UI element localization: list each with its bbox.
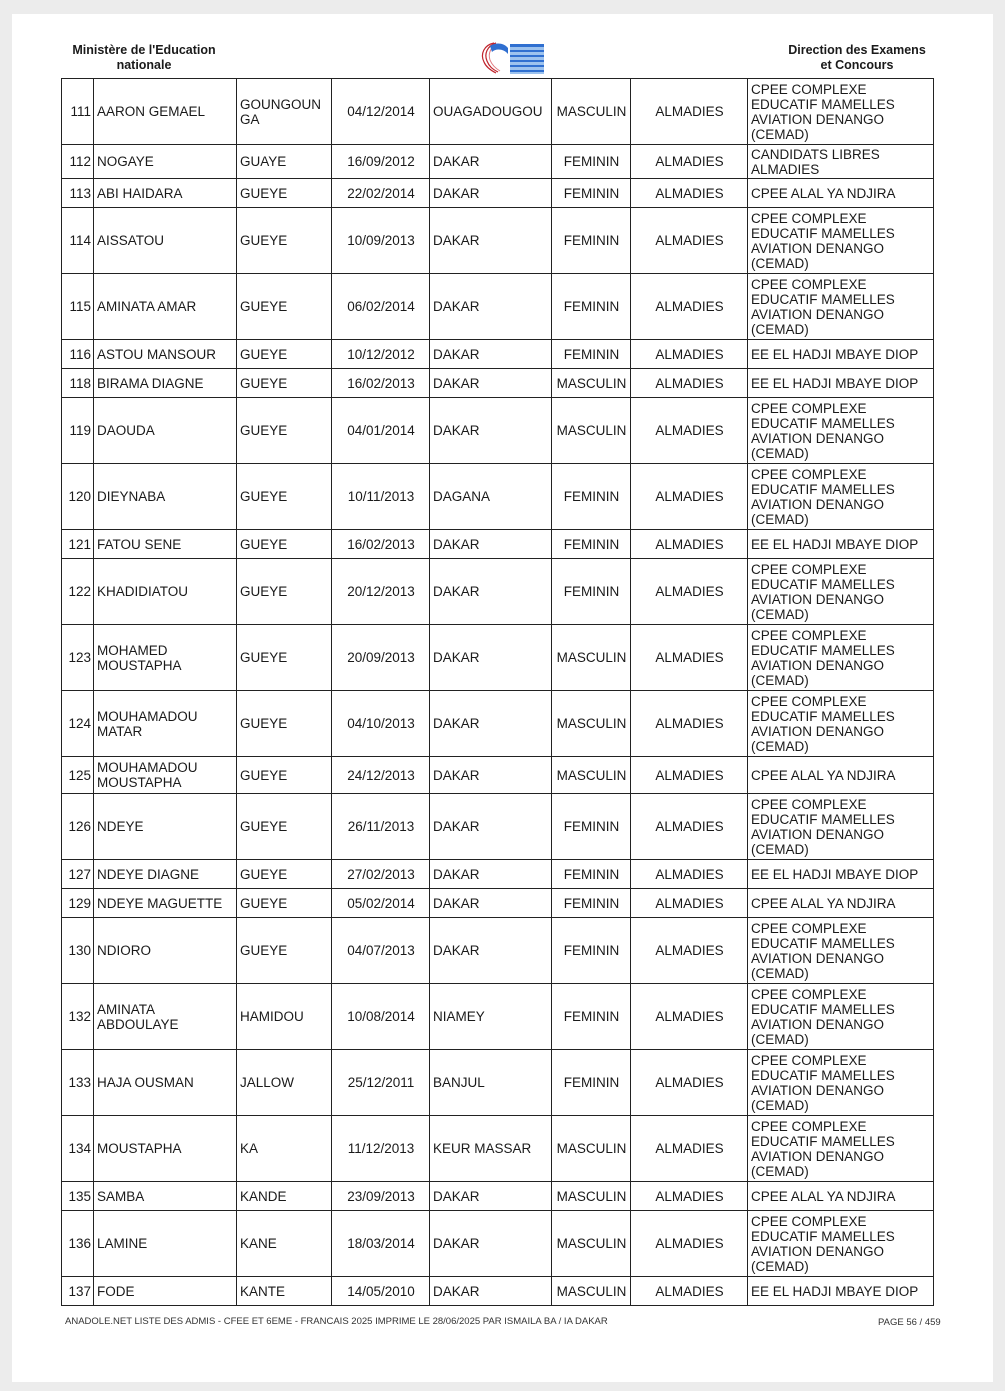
cell-school: EE EL HADJI MBAYE DIOP — [748, 530, 934, 559]
cell-sex: MASCULIN — [552, 757, 631, 794]
cell-sex: FEMININ — [552, 530, 631, 559]
cell-center: ALMADIES — [631, 340, 748, 369]
cell-last-name: JALLOW — [237, 1050, 332, 1116]
cell-sex: FEMININ — [552, 464, 631, 530]
cell-birth-place: BANJUL — [430, 1050, 552, 1116]
table-row — [62, 1050, 934, 1116]
cell-last-name: GUEYE — [237, 369, 332, 398]
cell-center: ALMADIES — [631, 79, 748, 145]
cell-school: CPEE COMPLEXE EDUCATIF MAMELLES AVIATION DENANGO (CEMAD) — [748, 1211, 934, 1277]
cell-birth-place: DAKAR — [430, 691, 552, 757]
table-row — [62, 625, 934, 691]
cell-last-name: GUEYE — [237, 274, 332, 340]
cell-birth-date: 24/12/2013 — [332, 757, 430, 794]
cell-sex: MASCULIN — [552, 625, 631, 691]
cell-center: ALMADIES — [631, 794, 748, 860]
cell-last-name: GUEYE — [237, 340, 332, 369]
cell-last-name: GUEYE — [237, 398, 332, 464]
cell-school: CPEE ALAL YA NDJIRA — [748, 179, 934, 208]
cell-last-name: KA — [237, 1116, 332, 1182]
cell-birth-place: DAKAR — [430, 794, 552, 860]
cell-birth-date: 10/08/2014 — [332, 984, 430, 1050]
cell-last-name: GUEYE — [237, 208, 332, 274]
cell-sex: MASCULIN — [552, 1116, 631, 1182]
cell-sex: FEMININ — [552, 208, 631, 274]
cell-sex: FEMININ — [552, 1050, 631, 1116]
cell-school: CANDIDATS LIBRES ALMADIES — [748, 145, 934, 179]
ministry-line-1: Ministère de l'Education — [72, 43, 216, 57]
cell-first-name: ASTOU MANSOUR — [94, 340, 237, 369]
cell-sex: FEMININ — [552, 889, 631, 918]
cell-first-name: MOUHAMADOU MOUSTAPHA — [94, 757, 237, 794]
table-row — [62, 369, 934, 398]
admitted-list-table — [61, 78, 934, 1306]
cell-first-name: AMINATA AMAR — [94, 274, 237, 340]
cell-sex: FEMININ — [552, 340, 631, 369]
cell-sex: FEMININ — [552, 274, 631, 340]
cell-birth-date: 04/07/2013 — [332, 918, 430, 984]
cell-birth-place: DAKAR — [430, 369, 552, 398]
cell-birth-date: 05/02/2014 — [332, 889, 430, 918]
cell-last-name: GUEYE — [237, 530, 332, 559]
cell-center: ALMADIES — [631, 1277, 748, 1306]
page-number: PAGE 56 / 459 — [878, 1317, 941, 1328]
cell-school: CPEE COMPLEXE EDUCATIF MAMELLES AVIATION DENANGO (CEMAD) — [748, 559, 934, 625]
cell-center: ALMADIES — [631, 1182, 748, 1211]
table-row — [62, 179, 934, 208]
cell-first-name: DAOUDA — [94, 398, 237, 464]
cell-first-name: FODE — [94, 1277, 237, 1306]
table-row — [62, 1211, 934, 1277]
cell-school: CPEE ALAL YA NDJIRA — [748, 889, 934, 918]
cell-school: CPEE COMPLEXE EDUCATIF MAMELLES AVIATION DENANGO (CEMAD) — [748, 794, 934, 860]
cell-center: ALMADIES — [631, 1050, 748, 1116]
cell-school: CPEE COMPLEXE EDUCATIF MAMELLES AVIATION DENANGO (CEMAD) — [748, 984, 934, 1050]
cell-school: CPEE COMPLEXE EDUCATIF MAMELLES AVIATION DENANGO (CEMAD) — [748, 1050, 934, 1116]
cell-sex: MASCULIN — [552, 369, 631, 398]
cell-number: 126 — [62, 794, 94, 860]
cell-first-name: AISSATOU — [94, 208, 237, 274]
cell-sex: FEMININ — [552, 145, 631, 179]
ministry-header — [64, 43, 224, 73]
cell-birth-date: 06/02/2014 — [332, 274, 430, 340]
cell-birth-date: 27/02/2013 — [332, 860, 430, 889]
cell-birth-place: DAKAR — [430, 559, 552, 625]
cell-school: CPEE COMPLEXE EDUCATIF MAMELLES AVIATION DENANGO (CEMAD) — [748, 398, 934, 464]
table-row — [62, 794, 934, 860]
cell-birth-place: OUAGADOUGOU — [430, 79, 552, 145]
cell-center: ALMADIES — [631, 179, 748, 208]
cell-last-name: GUEYE — [237, 559, 332, 625]
cell-first-name: MOUSTAPHA — [94, 1116, 237, 1182]
cell-center: ALMADIES — [631, 369, 748, 398]
document-page — [12, 14, 993, 1382]
cell-first-name: NDIORO — [94, 918, 237, 984]
cell-number: 111 — [62, 79, 94, 145]
cell-first-name: MOUHAMADOU MATAR — [94, 691, 237, 757]
cell-sex: FEMININ — [552, 559, 631, 625]
cell-birth-place: KEUR MASSAR — [430, 1116, 552, 1182]
cell-birth-date: 25/12/2011 — [332, 1050, 430, 1116]
cell-birth-place: DAKAR — [430, 1277, 552, 1306]
table-row — [62, 398, 934, 464]
cell-center: ALMADIES — [631, 464, 748, 530]
cell-birth-place: DAGANA — [430, 464, 552, 530]
cell-birth-date: 10/09/2013 — [332, 208, 430, 274]
cell-school: EE EL HADJI MBAYE DIOP — [748, 340, 934, 369]
cell-birth-place: DAKAR — [430, 398, 552, 464]
cell-sex: MASCULIN — [552, 691, 631, 757]
cell-last-name: GUEYE — [237, 625, 332, 691]
cell-center: ALMADIES — [631, 625, 748, 691]
cell-school: CPEE ALAL YA NDJIRA — [748, 1182, 934, 1211]
cell-birth-date: 11/12/2013 — [332, 1116, 430, 1182]
cell-number: 114 — [62, 208, 94, 274]
cell-last-name: GOUNGOUN GA — [237, 79, 332, 145]
cell-school: CPEE COMPLEXE EDUCATIF MAMELLES AVIATION DENANGO (CEMAD) — [748, 625, 934, 691]
cell-number: 113 — [62, 179, 94, 208]
cell-center: ALMADIES — [631, 145, 748, 179]
table-row — [62, 889, 934, 918]
cell-number: 124 — [62, 691, 94, 757]
cell-sex: MASCULIN — [552, 79, 631, 145]
cell-first-name: MOHAMED MOUSTAPHA — [94, 625, 237, 691]
cell-birth-date: 14/05/2010 — [332, 1277, 430, 1306]
cell-birth-place: DAKAR — [430, 625, 552, 691]
directorate-line-1: Direction des Examens — [788, 43, 926, 57]
table-row — [62, 79, 934, 145]
cell-school: CPEE ALAL YA NDJIRA — [748, 757, 934, 794]
cell-center: ALMADIES — [631, 1211, 748, 1277]
cell-birth-place: NIAMEY — [430, 984, 552, 1050]
cell-birth-date: 18/03/2014 — [332, 1211, 430, 1277]
cell-first-name: FATOU SENE — [94, 530, 237, 559]
cell-center: ALMADIES — [631, 208, 748, 274]
cell-first-name: SAMBA — [94, 1182, 237, 1211]
cell-center: ALMADIES — [631, 889, 748, 918]
cell-first-name: AARON GEMAEL — [94, 79, 237, 145]
cell-birth-date: 16/02/2013 — [332, 530, 430, 559]
cell-number: 129 — [62, 889, 94, 918]
cell-last-name: GUEYE — [237, 889, 332, 918]
footer-print-info: ANADOLE.NET LISTE DES ADMIS - CFEE ET 6EME - FRANCAIS 2025 IMPRIME LE 28/06/2025 PAR ISMAILA BA / IA DAKAR — [65, 1316, 608, 1327]
cell-last-name: GUAYE — [237, 145, 332, 179]
cell-birth-place: DAKAR — [430, 274, 552, 340]
cell-last-name: HAMIDOU — [237, 984, 332, 1050]
cell-number: 135 — [62, 1182, 94, 1211]
cell-number: 116 — [62, 340, 94, 369]
cell-birth-place: DAKAR — [430, 1211, 552, 1277]
cell-last-name: GUEYE — [237, 464, 332, 530]
cell-birth-place: DAKAR — [430, 340, 552, 369]
cell-number: 132 — [62, 984, 94, 1050]
cell-number: 137 — [62, 1277, 94, 1306]
cell-birth-place: DAKAR — [430, 889, 552, 918]
cell-center: ALMADIES — [631, 984, 748, 1050]
cell-birth-date: 20/12/2013 — [332, 559, 430, 625]
cell-number: 136 — [62, 1211, 94, 1277]
cell-birth-date: 04/01/2014 — [332, 398, 430, 464]
cell-birth-date: 16/09/2012 — [332, 145, 430, 179]
cell-center: ALMADIES — [631, 918, 748, 984]
cell-school: CPEE COMPLEXE EDUCATIF MAMELLES AVIATION DENANGO (CEMAD) — [748, 274, 934, 340]
table-body — [62, 79, 934, 1306]
cell-sex: FEMININ — [552, 984, 631, 1050]
cell-number: 119 — [62, 398, 94, 464]
cell-number: 130 — [62, 918, 94, 984]
cell-first-name: NOGAYE — [94, 145, 237, 179]
cell-birth-place: DAKAR — [430, 145, 552, 179]
table-row — [62, 1277, 934, 1306]
cell-birth-date: 04/10/2013 — [332, 691, 430, 757]
cell-sex: MASCULIN — [552, 1211, 631, 1277]
cell-birth-place: DAKAR — [430, 860, 552, 889]
cell-last-name: KANDE — [237, 1182, 332, 1211]
cell-first-name: AMINATA ABDOULAYE — [94, 984, 237, 1050]
ministry-line-2: nationale — [116, 58, 172, 72]
cell-first-name: BIRAMA DIAGNE — [94, 369, 237, 398]
cell-center: ALMADIES — [631, 757, 748, 794]
cell-school: CPEE COMPLEXE EDUCATIF MAMELLES AVIATION DENANGO (CEMAD) — [748, 79, 934, 145]
cell-first-name: LAMINE — [94, 1211, 237, 1277]
cell-center: ALMADIES — [631, 530, 748, 559]
cell-center: ALMADIES — [631, 398, 748, 464]
cell-birth-place: DAKAR — [430, 918, 552, 984]
cell-last-name: GUEYE — [237, 794, 332, 860]
cell-sex: FEMININ — [552, 179, 631, 208]
cell-number: 133 — [62, 1050, 94, 1116]
cell-sex: FEMININ — [552, 794, 631, 860]
table-row — [62, 464, 934, 530]
directorate-header — [772, 43, 942, 73]
cell-number: 115 — [62, 274, 94, 340]
cell-sex: FEMININ — [552, 918, 631, 984]
cell-birth-place: DAKAR — [430, 208, 552, 274]
cell-birth-date: 04/12/2014 — [332, 79, 430, 145]
cell-first-name: NDEYE DIAGNE — [94, 860, 237, 889]
cell-last-name: GUEYE — [237, 918, 332, 984]
table-row — [62, 274, 934, 340]
cell-last-name: GUEYE — [237, 860, 332, 889]
table-row — [62, 757, 934, 794]
cell-last-name: KANTE — [237, 1277, 332, 1306]
cell-number: 112 — [62, 145, 94, 179]
cell-birth-place: DAKAR — [430, 530, 552, 559]
cell-last-name: GUEYE — [237, 691, 332, 757]
cell-number: 127 — [62, 860, 94, 889]
cell-number: 118 — [62, 369, 94, 398]
table-row — [62, 918, 934, 984]
cell-number: 121 — [62, 530, 94, 559]
cell-number: 123 — [62, 625, 94, 691]
cell-center: ALMADIES — [631, 691, 748, 757]
cell-sex: MASCULIN — [552, 1277, 631, 1306]
cell-first-name: NDEYE — [94, 794, 237, 860]
cell-sex: FEMININ — [552, 860, 631, 889]
cell-birth-place: DAKAR — [430, 179, 552, 208]
cell-school: CPEE COMPLEXE EDUCATIF MAMELLES AVIATION DENANGO (CEMAD) — [748, 1116, 934, 1182]
cell-school: EE EL HADJI MBAYE DIOP — [748, 369, 934, 398]
cell-birth-date: 22/02/2014 — [332, 179, 430, 208]
cell-last-name: GUEYE — [237, 757, 332, 794]
table-row — [62, 530, 934, 559]
cell-school: CPEE COMPLEXE EDUCATIF MAMELLES AVIATION DENANGO (CEMAD) — [748, 464, 934, 530]
cell-number: 125 — [62, 757, 94, 794]
cell-birth-date: 10/11/2013 — [332, 464, 430, 530]
table-row — [62, 984, 934, 1050]
cell-last-name: GUEYE — [237, 179, 332, 208]
cell-first-name: KHADIDIATOU — [94, 559, 237, 625]
cell-birth-date: 16/02/2013 — [332, 369, 430, 398]
table-row — [62, 1116, 934, 1182]
cell-birth-place: DAKAR — [430, 757, 552, 794]
table-row — [62, 145, 934, 179]
table-row — [62, 559, 934, 625]
cell-school: CPEE COMPLEXE EDUCATIF MAMELLES AVIATION DENANGO (CEMAD) — [748, 691, 934, 757]
cell-school: CPEE COMPLEXE EDUCATIF MAMELLES AVIATION DENANGO (CEMAD) — [748, 918, 934, 984]
cell-center: ALMADIES — [631, 1116, 748, 1182]
cell-first-name: ABI HAIDARA — [94, 179, 237, 208]
cell-first-name: NDEYE MAGUETTE — [94, 889, 237, 918]
cell-school: EE EL HADJI MBAYE DIOP — [748, 860, 934, 889]
table-row — [62, 340, 934, 369]
cell-birth-date: 20/09/2013 — [332, 625, 430, 691]
cell-birth-date: 23/09/2013 — [332, 1182, 430, 1211]
cell-birth-place: DAKAR — [430, 1182, 552, 1211]
table-row — [62, 860, 934, 889]
cell-birth-date: 26/11/2013 — [332, 794, 430, 860]
cell-number: 120 — [62, 464, 94, 530]
cell-school: CPEE COMPLEXE EDUCATIF MAMELLES AVIATION DENANGO (CEMAD) — [748, 208, 934, 274]
cell-center: ALMADIES — [631, 559, 748, 625]
table-row — [62, 208, 934, 274]
cell-center: ALMADIES — [631, 860, 748, 889]
cell-center: ALMADIES — [631, 274, 748, 340]
cell-sex: MASCULIN — [552, 1182, 631, 1211]
table-row — [62, 1182, 934, 1211]
cell-number: 134 — [62, 1116, 94, 1182]
cell-birth-date: 10/12/2012 — [332, 340, 430, 369]
ministry-logo-icon — [474, 40, 546, 76]
directorate-line-2: et Concours — [820, 58, 894, 72]
cell-first-name: HAJA OUSMAN — [94, 1050, 237, 1116]
cell-sex: MASCULIN — [552, 398, 631, 464]
table-row — [62, 691, 934, 757]
cell-first-name: DIEYNABA — [94, 464, 237, 530]
cell-last-name: KANE — [237, 1211, 332, 1277]
cell-school: EE EL HADJI MBAYE DIOP — [748, 1277, 934, 1306]
cell-number: 122 — [62, 559, 94, 625]
